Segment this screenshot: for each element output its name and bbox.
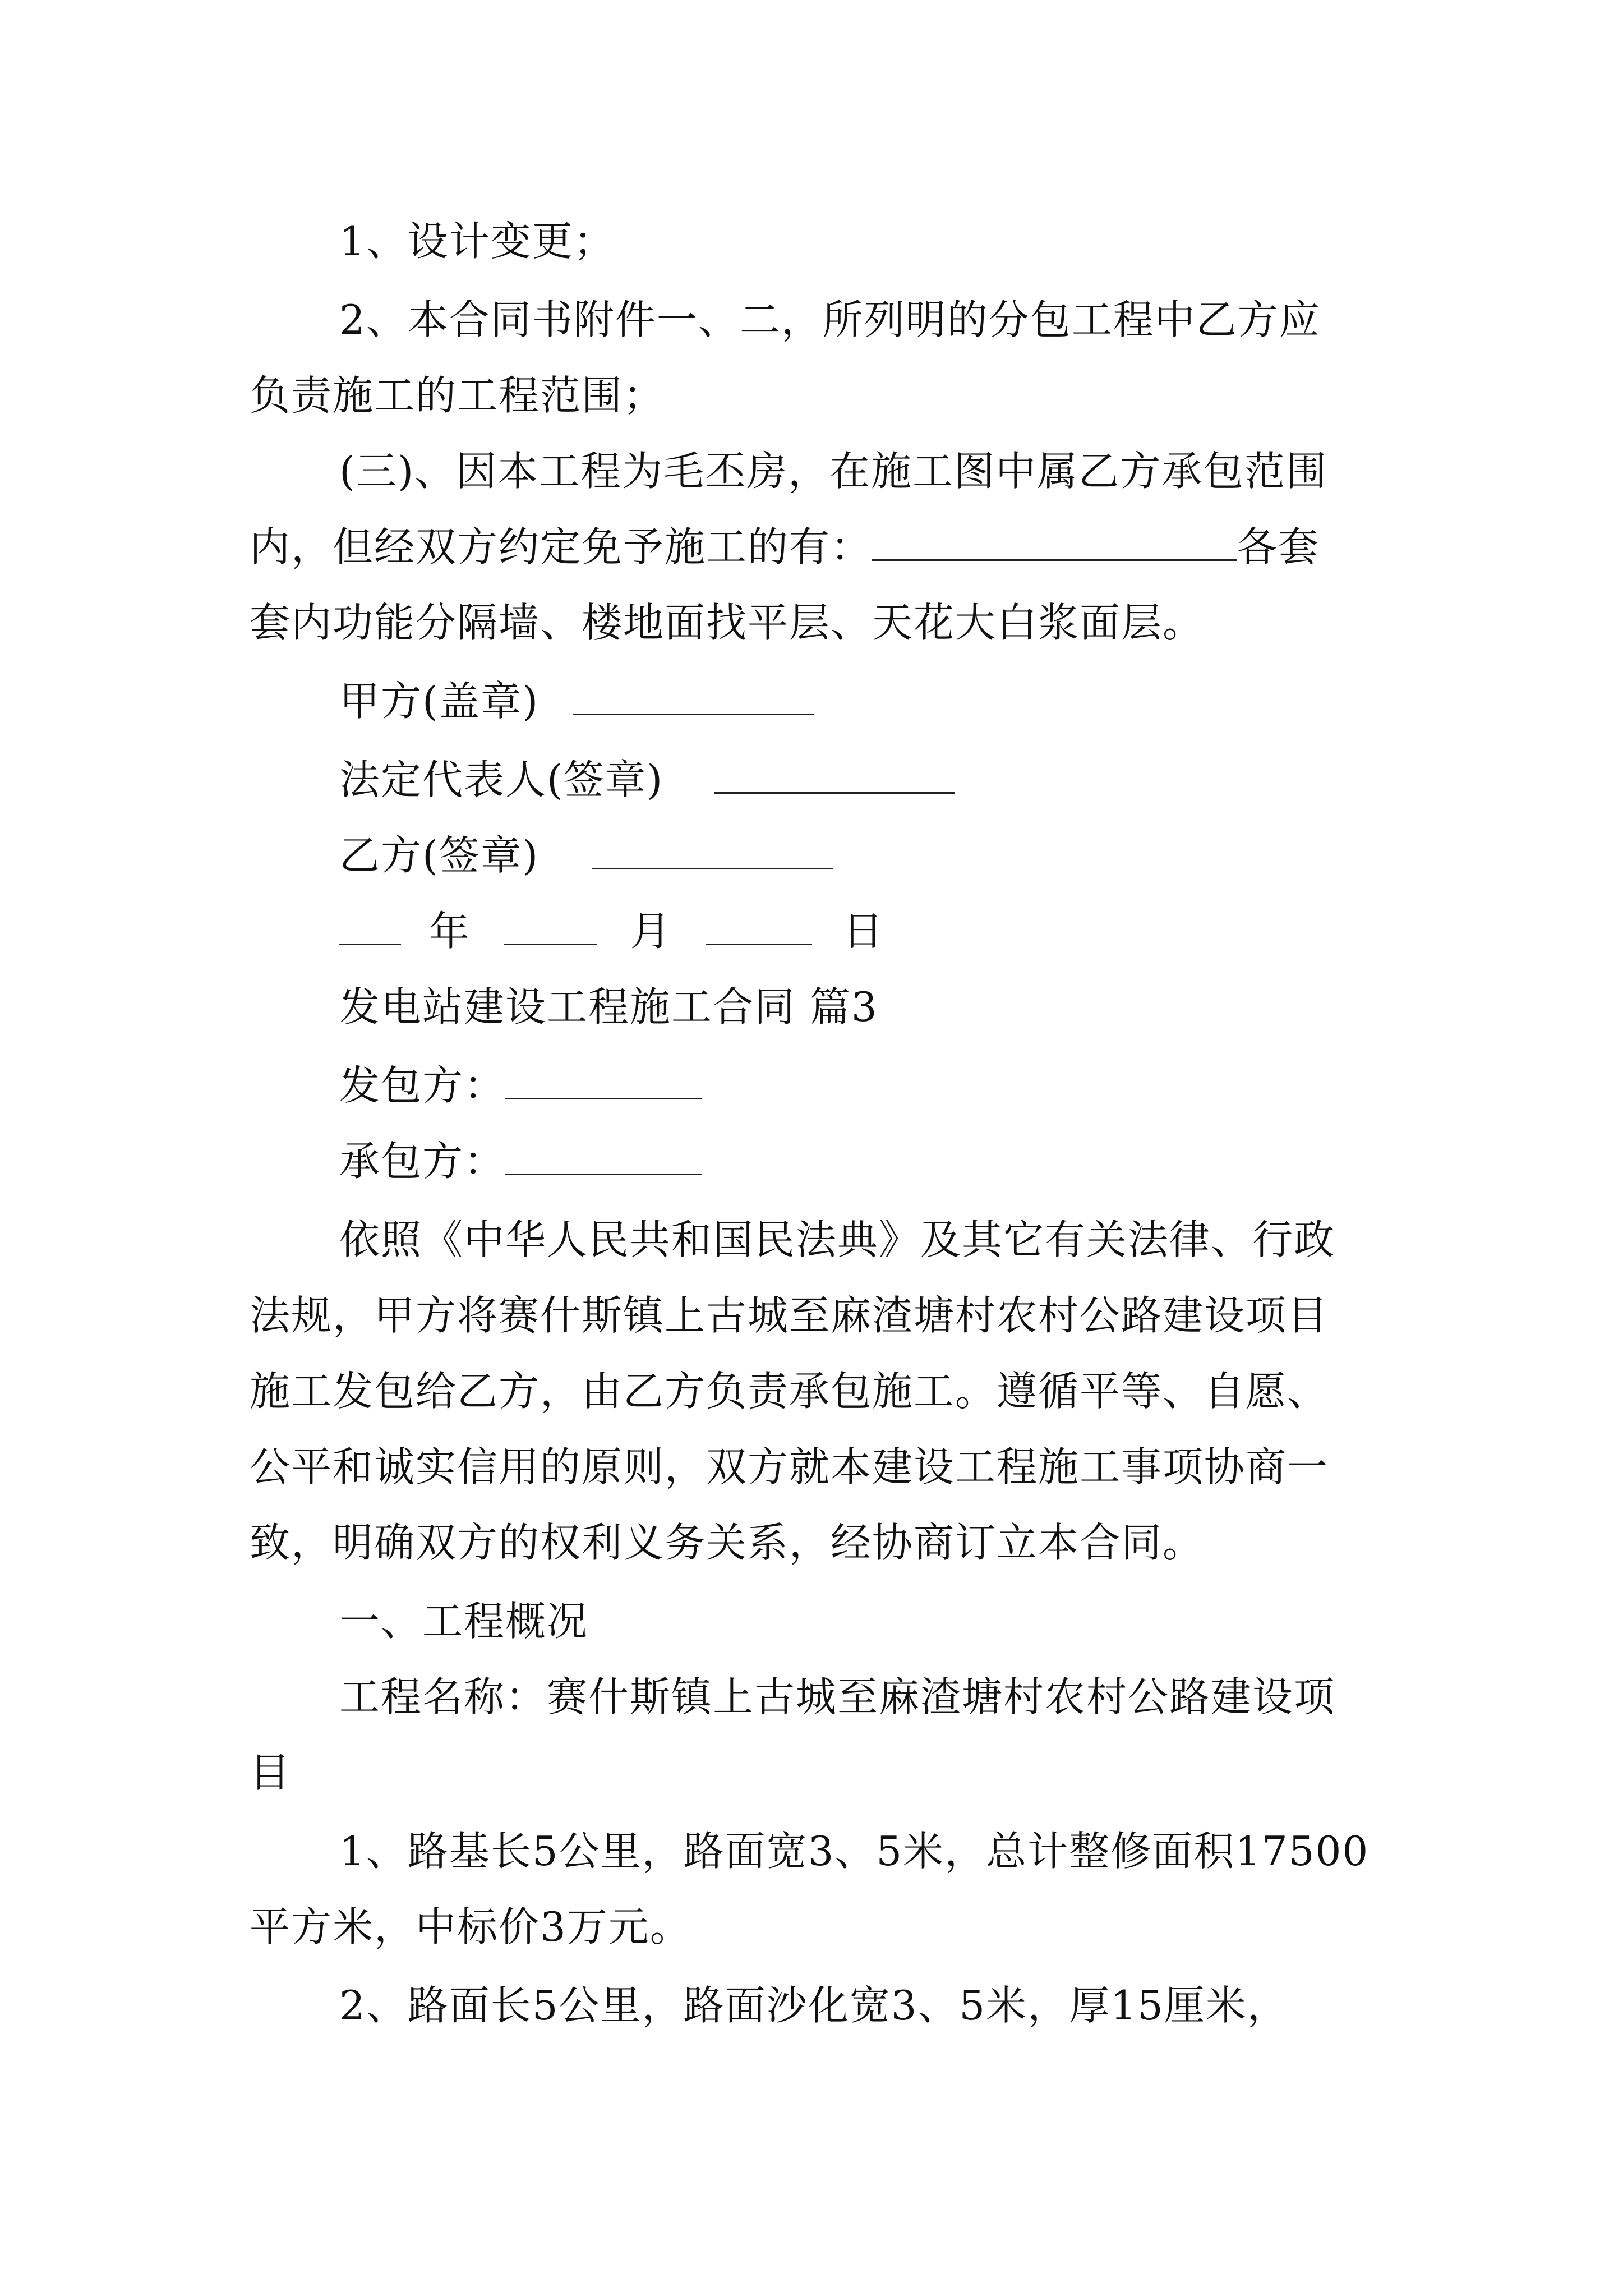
clause-three: (三)、因本工程为毛丕房，在施工图中属乙方承包范围 <box>339 448 1328 495</box>
preamble-line-5: 致，明确双方的权利义务关系，经协商订立本合同。 <box>250 1519 1205 1566</box>
clause-design-change: 1、设计变更； <box>339 218 615 265</box>
employer-label: 发包方： <box>339 1062 506 1109</box>
contractor-label: 承包方： <box>339 1138 506 1185</box>
legal-rep-blank[interactable] <box>714 753 955 794</box>
clause-three-suffix: 各套 <box>1237 523 1320 570</box>
project-name-cont: 目 <box>250 1749 292 1796</box>
party-b-seal-label: 乙方(签章) <box>339 832 540 879</box>
month-label: 月 <box>630 908 672 955</box>
preamble-line-2: 法规，甲方将赛什斯镇上古城至麻渣塘村农村公路建设项目 <box>250 1292 1329 1339</box>
clause-three-end: 套内功能分隔墙、楼地面找平层、天花大白浆面层。 <box>250 599 1205 646</box>
preamble-line-3: 施工发包给乙方，由乙方负责承包施工。遵循平等、自愿、 <box>250 1368 1329 1415</box>
day-blank[interactable] <box>706 904 812 945</box>
item-roadbed-cont: 平方米，中标价3万元。 <box>250 1903 691 1950</box>
employer-blank[interactable] <box>505 1059 702 1099</box>
party-a-seal-blank[interactable] <box>573 674 814 715</box>
clause-three-text: 内，但经双方约定免予施工的有： <box>250 523 873 570</box>
exempt-items-blank[interactable] <box>872 520 1237 561</box>
party-a-seal-row <box>339 673 814 729</box>
legal-rep-label: 法定代表人(签章) <box>339 756 664 803</box>
heading-project-overview: 一、工程概况 <box>339 1598 589 1645</box>
clause-appendix-cont: 负责施工的工程范围； <box>250 372 665 419</box>
month-blank[interactable] <box>504 904 597 945</box>
legal-rep-row <box>339 752 955 808</box>
section-title: 发电站建设工程施工合同 篇3 <box>339 983 878 1030</box>
employer-row <box>339 1057 702 1114</box>
day-label: 日 <box>842 908 884 955</box>
contractor-row <box>339 1133 702 1189</box>
party-a-seal-label: 甲方(盖章) <box>339 678 540 725</box>
clause-appendix: 2、本合同书附件一、二，所列明的分包工程中乙方应 <box>339 296 1321 343</box>
contractor-blank[interactable] <box>505 1134 702 1175</box>
preamble-line-1: 依照《中华人民共和国民法典》及其它有关法律、行政 <box>339 1216 1336 1263</box>
party-b-seal-blank[interactable] <box>592 829 833 869</box>
year-label: 年 <box>428 908 471 955</box>
item-roadbed: 1、路基长5公里，路面宽3、5米，总计整修面积17500 <box>339 1828 1370 1875</box>
item-pavement: 2、路面长5公里，路面沙化宽3、5米，厚15厘米， <box>339 1982 1289 2029</box>
party-b-seal-row <box>339 827 833 884</box>
year-blank[interactable] <box>339 904 401 945</box>
date-row <box>339 903 884 959</box>
preamble-line-4: 公平和诚实信用的原则，双方就本建设工程施工事项协商一 <box>250 1443 1329 1490</box>
project-name: 工程名称：赛什斯镇上古城至麻渣塘村农村公路建设项 <box>339 1673 1336 1720</box>
clause-three-cont <box>250 519 1320 575</box>
